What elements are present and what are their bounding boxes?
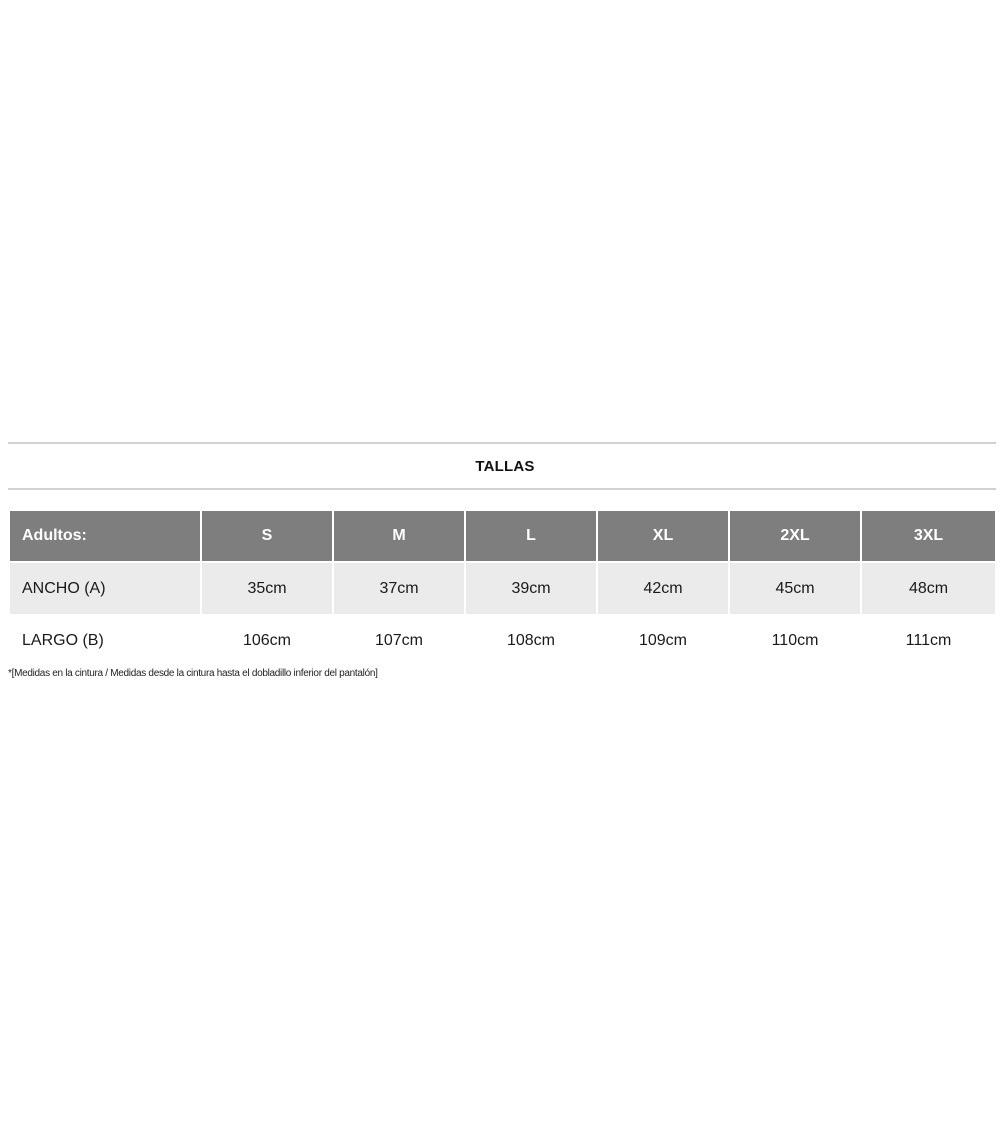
cell-ancho-2xl: 45cm xyxy=(729,562,861,615)
measurement-note: *[Medidas en la cintura / Medidas desde la cintura hasta el dobladillo inferior del pantalón] xyxy=(8,668,378,679)
cell-largo-3xl: 111cm xyxy=(861,615,995,667)
cell-ancho-m: 37cm xyxy=(333,562,465,615)
header-size-xl: XL xyxy=(597,511,729,562)
table-header-row xyxy=(10,511,995,562)
table-row-largo xyxy=(10,615,995,667)
size-chart-title: TALLAS xyxy=(475,457,535,475)
size-chart-title-band xyxy=(8,442,996,490)
header-size-s: S xyxy=(201,511,333,562)
cell-ancho-3xl: 48cm xyxy=(861,562,995,615)
cell-largo-xl: 109cm xyxy=(597,615,729,667)
header-size-m: M xyxy=(333,511,465,562)
cell-ancho-xl: 42cm xyxy=(597,562,729,615)
header-label-adultos: Adultos: xyxy=(10,511,201,562)
size-table xyxy=(10,511,995,668)
row-label-largo: LARGO (B) xyxy=(10,615,201,667)
cell-largo-2xl: 110cm xyxy=(729,615,861,667)
cell-ancho-s: 35cm xyxy=(201,562,333,615)
cell-largo-l: 108cm xyxy=(465,615,597,667)
header-size-2xl: 2XL xyxy=(729,511,861,562)
table-row-ancho xyxy=(10,562,995,615)
row-label-ancho: ANCHO (A) xyxy=(10,562,201,615)
header-size-3xl: 3XL xyxy=(861,511,995,562)
header-size-l: L xyxy=(465,511,597,562)
cell-largo-m: 107cm xyxy=(333,615,465,667)
cell-ancho-l: 39cm xyxy=(465,562,597,615)
cell-largo-s: 106cm xyxy=(201,615,333,667)
